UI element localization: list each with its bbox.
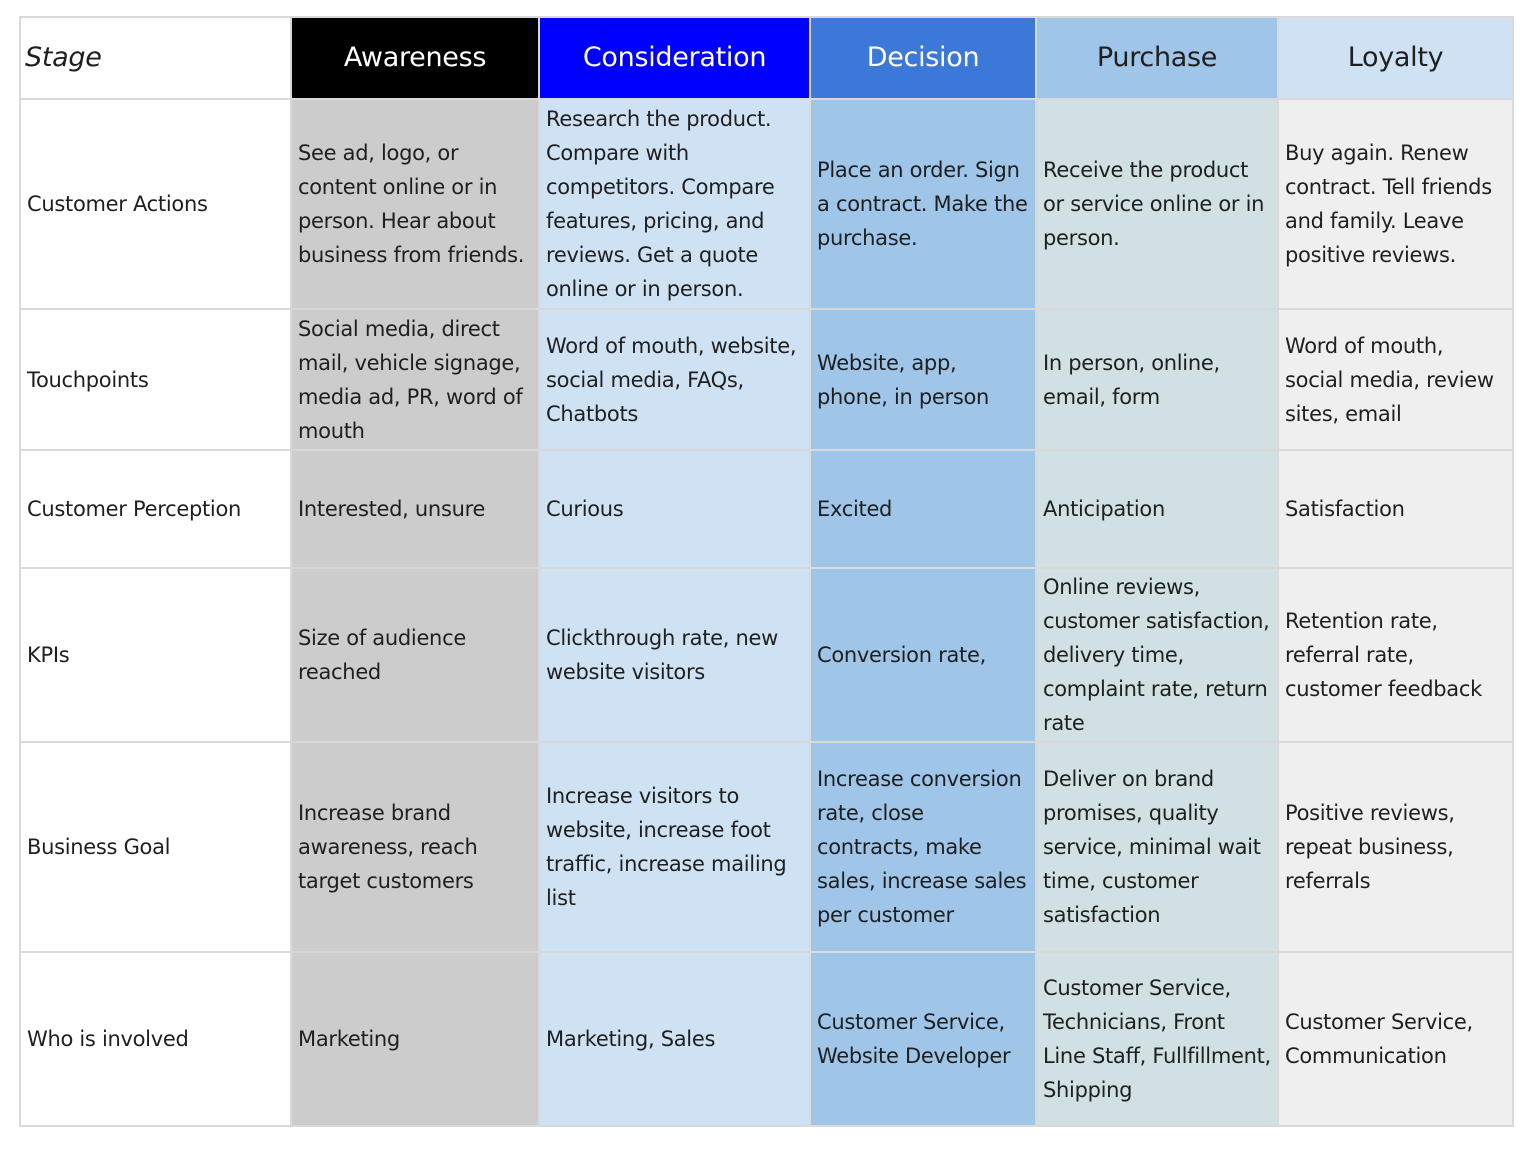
header-decision: Decision <box>810 17 1036 99</box>
table-cell: Buy again. Renew contract. Tell friends and family. Leave positive reviews. <box>1278 99 1513 309</box>
table-cell: Website, app, phone, in person <box>810 309 1036 450</box>
table-cell: Word of mouth, social media, review sites, email <box>1278 309 1513 450</box>
header-loyalty: Loyalty <box>1278 17 1513 99</box>
row-label: Touchpoints <box>20 309 291 450</box>
table-cell: Research the product. Compare with competitors. Compare features, pricing, and reviews. Get a quote online or in person. <box>539 99 810 309</box>
row-label: KPIs <box>20 568 291 742</box>
row-label: Who is involved <box>20 952 291 1126</box>
table-cell: Customer Service, Website Developer <box>810 952 1036 1126</box>
table-cell: Place an order. Sign a contract. Make the purchase. <box>810 99 1036 309</box>
row-customer-actions <box>20 99 1513 309</box>
row-business-goal <box>20 742 1513 952</box>
table-cell: Marketing <box>291 952 539 1126</box>
table-cell: Deliver on brand promises, quality service, minimal wait time, customer satisfaction <box>1036 742 1278 952</box>
table-cell: Customer Service, Technicians, Front Line Staff, Fullfillment, Shipping <box>1036 952 1278 1126</box>
row-touchpoints <box>20 309 1513 450</box>
table-cell: Social media, direct mail, vehicle signage, media ad, PR, word of mouth <box>291 309 539 450</box>
table-cell: Increase conversion rate, close contracts, make sales, increase sales per customer <box>810 742 1036 952</box>
table-cell: Word of mouth, website, social media, FAQs, Chatbots <box>539 309 810 450</box>
row-who-is-involved <box>20 952 1513 1126</box>
row-kpis <box>20 568 1513 742</box>
row-label: Customer Perception <box>20 450 291 568</box>
header-awareness: Awareness <box>291 17 539 99</box>
table-cell: Interested, unsure <box>291 450 539 568</box>
row-label: Business Goal <box>20 742 291 952</box>
table-cell: Customer Service, Communication <box>1278 952 1513 1126</box>
table-cell: Excited <box>810 450 1036 568</box>
table-cell: Retention rate, referral rate, customer feedback <box>1278 568 1513 742</box>
table-cell: In person, online, email, form <box>1036 309 1278 450</box>
table-cell: Curious <box>539 450 810 568</box>
corner-header-stage: Stage <box>20 17 291 99</box>
table-cell: Increase brand awareness, reach target customers <box>291 742 539 952</box>
table-cell: See ad, logo, or content online or in person. Hear about business from friends. <box>291 99 539 309</box>
table-cell: Online reviews, customer satisfaction, delivery time, complaint rate, return rate <box>1036 568 1278 742</box>
header-row <box>20 17 1513 99</box>
table-cell: Positive reviews, repeat business, referrals <box>1278 742 1513 952</box>
table-cell: Conversion rate, <box>810 568 1036 742</box>
table-cell: Receive the product or service online or in person. <box>1036 99 1278 309</box>
row-label: Customer Actions <box>20 99 291 309</box>
table-cell: Marketing, Sales <box>539 952 810 1126</box>
table-cell: Size of audience reached <box>291 568 539 742</box>
table-cell: Increase visitors to website, increase foot traffic, increase mailing list <box>539 742 810 952</box>
table-cell: Satisfaction <box>1278 450 1513 568</box>
row-customer-perception <box>20 450 1513 568</box>
customer-journey-table <box>19 16 1514 1127</box>
header-purchase: Purchase <box>1036 17 1278 99</box>
table-cell: Anticipation <box>1036 450 1278 568</box>
header-consideration: Consideration <box>539 17 810 99</box>
table-cell: Clickthrough rate, new website visitors <box>539 568 810 742</box>
